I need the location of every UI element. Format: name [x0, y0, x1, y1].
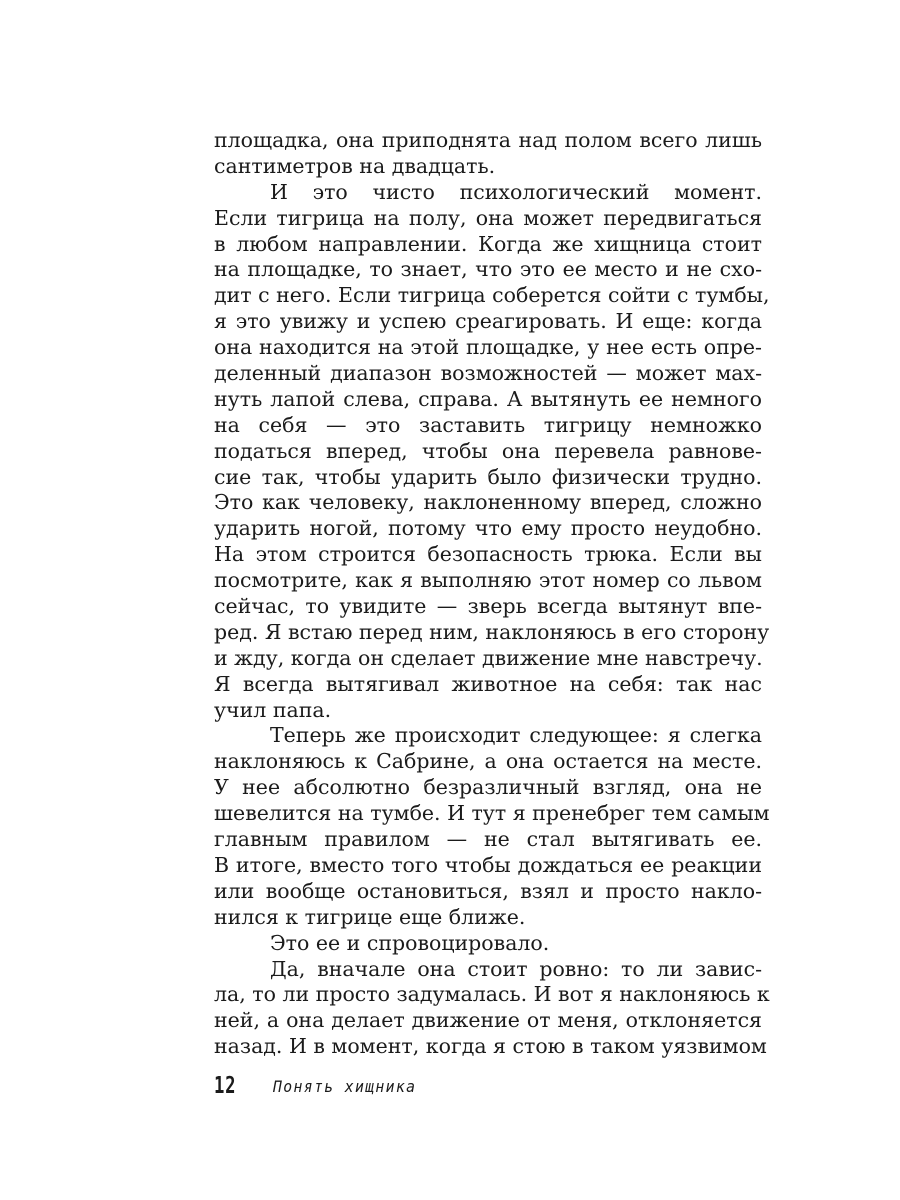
text-line: площадка, она приподнята над полом всего лишь — [214, 128, 762, 152]
text-line: посмотрите, как я выполняю этот номер со львом — [214, 568, 762, 593]
text-line: наклоняюсь к Сабрине, а она остается на месте. — [214, 749, 762, 774]
text-line: Теперь же происходит следующее: я слегка — [270, 723, 762, 748]
text-line: я это увижу и успею среагировать. И еще: когда — [214, 309, 762, 334]
text-line: И это чисто психологический момент. — [270, 179, 762, 204]
page-number: 12 — [214, 1073, 237, 1099]
text-line: учил папа. — [214, 697, 332, 722]
text-line: ла, то ли просто задумалась. И вот я наклоняюсь к — [214, 982, 770, 1007]
text-line: сие так, чтобы ударить было физически трудно. — [214, 464, 762, 489]
text-line: На этом строится безопасность трюка. Если вы — [214, 542, 762, 567]
text-line: ударить ногой, потому что ему просто неудобно. — [214, 516, 762, 541]
text-line: сейчас, то увидите — зверь всегда вытянут впе- — [214, 594, 762, 619]
page-footer — [214, 1073, 429, 1103]
text-line: ней, а она делает движение от меня, отклоняется — [214, 1008, 762, 1033]
text-line: шевелится на тумбе. И тут я пренебрег тем самым — [214, 801, 770, 826]
text-line: дит с него. Если тигрица соберется сойти с тумбы, — [214, 283, 770, 308]
text-line: Да, вначале она стоит ровно: то ли завис- — [270, 956, 762, 981]
text-line: деленный диапазон возможностей — может мах- — [214, 361, 762, 386]
running-title: Понять хищника — [273, 1076, 417, 1096]
text-line: в любом направлении. Когда же хищница стоит — [214, 231, 762, 256]
text-line: Это ее и спровоцировало. — [270, 930, 550, 955]
text-line: нился к тигрице еще ближе. — [214, 904, 526, 929]
text-line: податься вперед, чтобы она перевела равнове- — [214, 438, 762, 463]
text-line: на себя — это заставить тигрицу немножко — [214, 412, 762, 437]
text-line: сантиметров на двадцать. — [214, 153, 496, 178]
text-line: нуть лапой слева, справа. А вытянуть ее немного — [214, 386, 762, 411]
text-line: или вообще остановиться, взял и просто накло- — [214, 878, 762, 903]
text-line: на площадке, то знает, что это ее место и не схо- — [214, 257, 762, 282]
text-line: она находится на этой площадке, у нее есть опре- — [214, 335, 762, 360]
text-line: У нее абсолютно безразличный взгляд, она не — [214, 775, 762, 800]
body-text — [214, 128, 770, 1060]
text-line: Если тигрица на полу, она может передвигаться — [214, 205, 762, 230]
text-line: В итоге, вместо того чтобы дождаться ее реакции — [214, 852, 762, 877]
text-line: главным правилом — не стал вытягивать ее. — [214, 827, 762, 852]
text-line: ред. Я встаю перед ним, наклоняюсь в его сторону — [214, 619, 770, 644]
text-line: назад. И в момент, когда я стою в таком уязвимом — [214, 1034, 767, 1059]
text-line: и жду, когда он сделает движение мне навстречу. — [214, 645, 763, 670]
text-line: Я всегда вытягивал животное на себя: так нас — [214, 671, 762, 696]
text-line: Это как человеку, наклоненному вперед, сложно — [214, 490, 762, 515]
